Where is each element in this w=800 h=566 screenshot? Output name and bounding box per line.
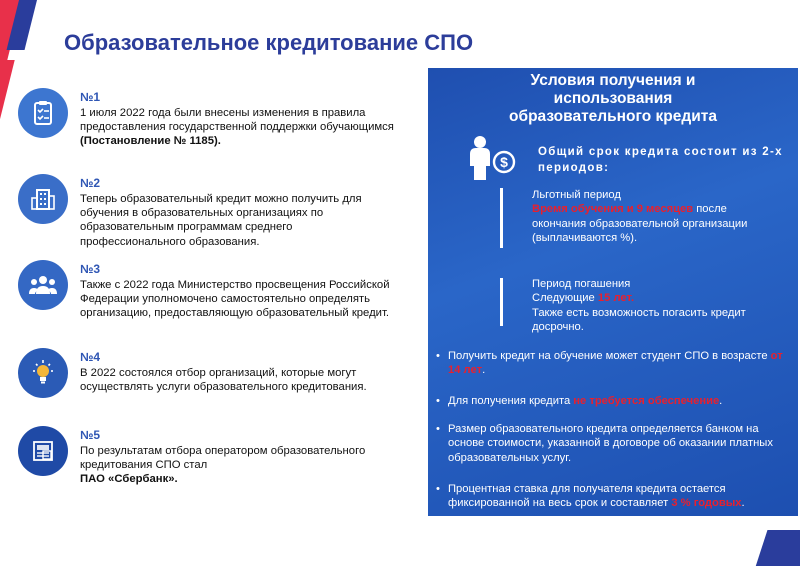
- divider: [500, 278, 503, 326]
- list-item: • Для получения кредита не требуется обеспечение.: [436, 395, 723, 407]
- clipboard-icon: [18, 88, 68, 138]
- grace-period: Льготный период Время обучения и 9 месяцев после окончания образовательной организации (выплачиваются %).: [532, 189, 748, 244]
- item-text: Теперь образовательный кредит можно получить для обучения в образовательных организациях по образовательным программам среднего профессионального образования.: [80, 193, 362, 248]
- people-icon: [18, 260, 68, 310]
- bank-icon: [18, 426, 68, 476]
- repayment-period: Период погашения Следующие 15 лет. Также есть возможность погасить кредит досрочно.: [532, 278, 746, 333]
- item-number: №4: [80, 350, 101, 364]
- term-text: Общий срок кредита состоит из 2-х периодов:: [538, 146, 783, 174]
- list-item: • Процентная ставка для получателя кредита остается фиксированной на весь срок и составляет 3 % годовых.: [436, 483, 745, 510]
- panel-heading: Условия получения и использования образовательного кредита: [509, 72, 717, 125]
- item-number: №5: [80, 428, 101, 442]
- person-money-icon: [466, 134, 516, 182]
- divider: [500, 188, 503, 248]
- item-text: По результатам отбора оператором образовательного кредитования СПО стал ПАО «Сбербанк».: [80, 445, 366, 486]
- item-text: В 2022 состоялся отбор организаций, которые могут осуществлять услуги образовательного кредитования.: [80, 367, 367, 394]
- lightbulb-icon: [18, 348, 68, 398]
- item-text: Также с 2022 года Министерство просвещения Российской Федерации уполномочено самостоятельно определять организацию, предоставляющую образовательный кредит.: [80, 279, 390, 320]
- item-number: №2: [80, 176, 101, 190]
- building-icon: [18, 174, 68, 224]
- page-title: Образовательное кредитование СПО: [64, 30, 474, 55]
- item-number: №1: [80, 90, 101, 104]
- list-item: • Получить кредит на обучение может студент СПО в возрасте от 14 лет.: [436, 350, 783, 377]
- decor-bottom-right: [740, 526, 800, 566]
- conditions-panel: [428, 68, 798, 516]
- item-text: 1 июля 2022 года были внесены изменения в правила предоставления государственной поддержки обучающимся (Постановление № 1185).: [80, 107, 394, 148]
- list-item: • Размер образовательного кредита определяется банком на основе стоимости, указанной в договоре об оказании платных образовательных услуг.: [436, 423, 773, 464]
- svg-text:$: $: [500, 154, 508, 170]
- item-number: №3: [80, 262, 101, 276]
